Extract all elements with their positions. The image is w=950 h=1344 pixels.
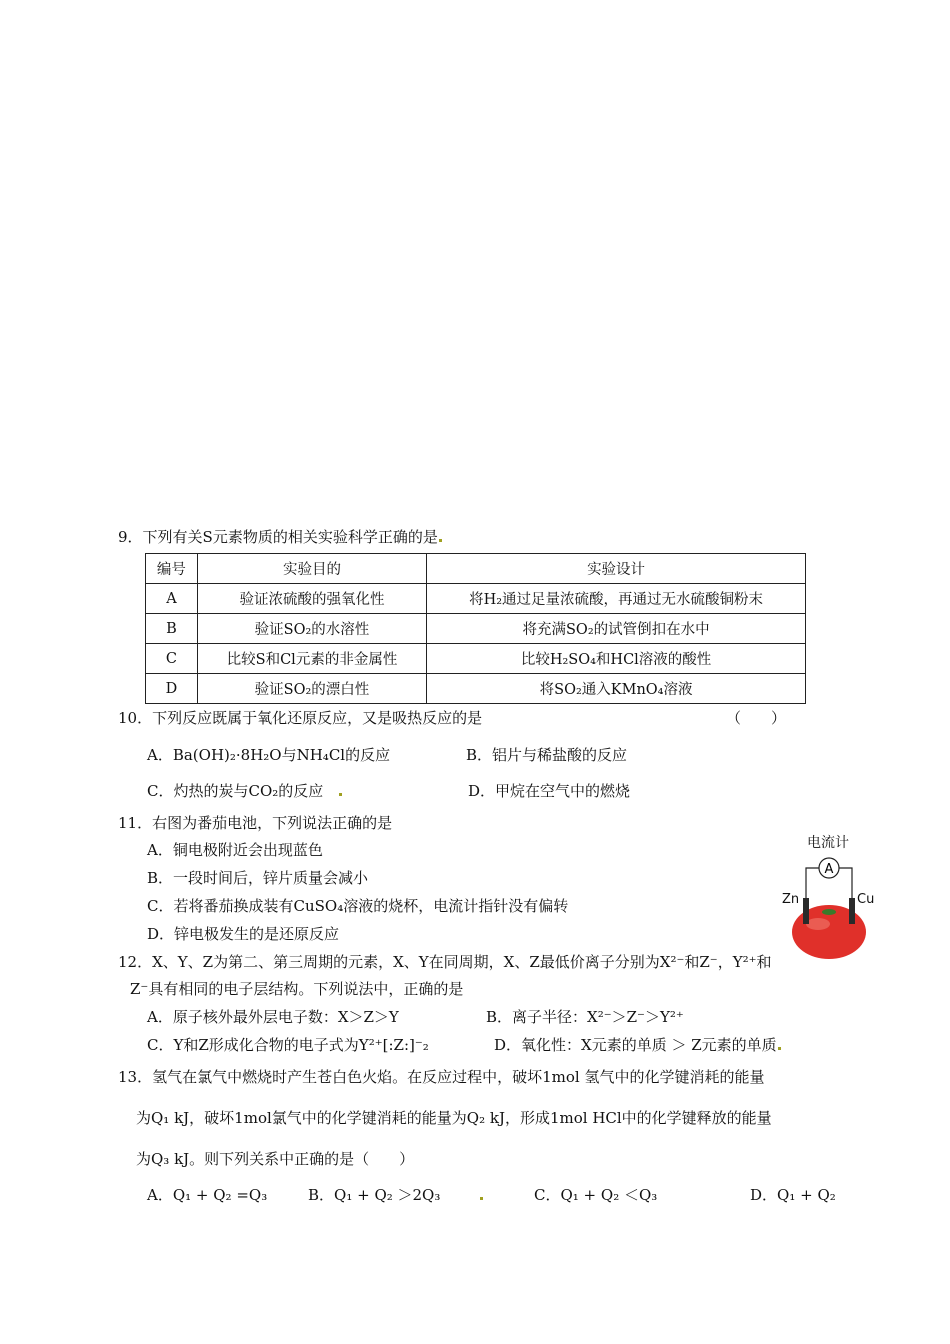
tomato-highlight [806, 918, 830, 930]
q12-option-a: A．原子核外最外层电子数：X＞Z＞Y [147, 1008, 399, 1026]
q13-line1: 13．氢气在氯气中燃烧时产生苍白色火焰。在反应过程中，破坏1mol 氢气中的化学键消耗的能量 [118, 1068, 765, 1086]
q13-line2: 为Q₁ kJ，破坏1mol氯气中的化学键消耗的能量为Q₂ kJ，形成1mol HCl中的化学键释放的能量 [136, 1109, 772, 1127]
q11-option-c: C．若将番茄换成装有CuSO₄溶液的烧杯，电流计指针没有偏转 [147, 897, 569, 915]
q12-option-d [494, 1035, 781, 1055]
ammeter-label: 电流计 [807, 835, 849, 851]
q12-option-d-text: D．氧化性：X元素的单质 ＞ Z元素的单质 [494, 1036, 777, 1054]
table-header: 实验设计 [427, 554, 806, 584]
mark-dot [339, 793, 342, 796]
table-cell: 验证SO₂的水溶性 [197, 614, 426, 644]
q10-option-c [147, 781, 342, 801]
zinc-electrode [803, 898, 809, 924]
q9-stem [118, 527, 442, 547]
zn-label: Zn [782, 892, 800, 907]
table-cell: 比较H₂SO₄和HCl溶液的酸性 [427, 644, 806, 674]
mark-dot [778, 1047, 781, 1050]
table-cell: 将H₂通过足量浓硫酸，再通过无水硫酸铜粉末 [427, 584, 806, 614]
table-row [146, 584, 806, 614]
table-header: 实验目的 [197, 554, 426, 584]
q13-option-b-text: B．Q₁ + Q₂ ＞2Q₃ [308, 1186, 441, 1204]
table-cell: A [146, 584, 198, 614]
table-cell: 验证SO₂的漂白性 [197, 674, 426, 704]
q13-line3: 为Q₃ kJ。则下列关系中正确的是（ ） [136, 1150, 415, 1168]
q11-option-a: A．铜电极附近会出现蓝色 [147, 841, 323, 859]
q10-option-d: D．甲烷在空气中的燃烧 [468, 782, 631, 800]
cu-label: Cu [857, 892, 875, 907]
q12-option-c: C．Y和Z形成化合物的电子式为Y²⁺[:Z:]⁻₂ [147, 1036, 429, 1054]
mark-dot [480, 1197, 483, 1200]
q11-option-d: D．锌电极发生的是还原反应 [147, 925, 340, 943]
table-cell: 比较S和Cl元素的非金属性 [197, 644, 426, 674]
q9-stem-text: 9．下列有关S元素物质的相关实验科学正确的是 [118, 528, 438, 546]
table-cell: C [146, 644, 198, 674]
tomato-battery-diagram [782, 832, 882, 962]
mark-dot [439, 539, 442, 542]
table-cell: B [146, 614, 198, 644]
experiment-table [145, 553, 806, 704]
q13-option-d: D．Q₁ + Q₂ [750, 1186, 836, 1204]
q13-option-b [308, 1185, 483, 1205]
table-header: 编号 [146, 554, 198, 584]
table-row [146, 674, 806, 704]
q12-option-b: B．离子半径：X²⁻＞Z⁻＞Y²⁺ [486, 1008, 684, 1026]
table-cell: D [146, 674, 198, 704]
copper-electrode [849, 898, 855, 924]
q11-option-b: B．一段时间后，锌片质量会减小 [147, 869, 369, 887]
tomato-stem-icon [822, 909, 836, 915]
q13-option-a: A．Q₁ + Q₂ =Q₃ [147, 1186, 268, 1204]
q10-answer-paren: （ ） [726, 709, 787, 727]
q13-option-c: C．Q₁ + Q₂ ＜Q₃ [534, 1186, 658, 1204]
table-cell: 验证浓硫酸的强氧化性 [197, 584, 426, 614]
q10-option-c-text: C．灼热的炭与CO₂的反应 [147, 782, 324, 800]
q11-stem: 11．右图为番茄电池，下列说法正确的是 [118, 814, 393, 832]
table-header-row [146, 554, 806, 584]
table-cell: 将充满SO₂的试管倒扣在水中 [427, 614, 806, 644]
q10-option-b: B．铝片与稀盐酸的反应 [466, 746, 628, 764]
q10-option-a: A．Ba(OH)₂·8H₂O与NH₄Cl的反应 [147, 746, 391, 764]
table-row [146, 614, 806, 644]
ammeter-symbol: A [824, 862, 834, 877]
table-row [146, 644, 806, 674]
q10-stem: 10．下列反应既属于氧化还原反应，又是吸热反应的是 [118, 709, 483, 727]
q12-stem-line1: 12．X、Y、Z为第二、第三周期的元素，X、Y在同周期，X、Z最低价离子分别为X²⁻和Z⁻，Y²⁺和 [118, 953, 772, 971]
q12-stem-line2: Z⁻具有相同的电子层结构。下列说法中，正确的是 [130, 980, 464, 998]
table-cell: 将SO₂通入KMnO₄溶液 [427, 674, 806, 704]
